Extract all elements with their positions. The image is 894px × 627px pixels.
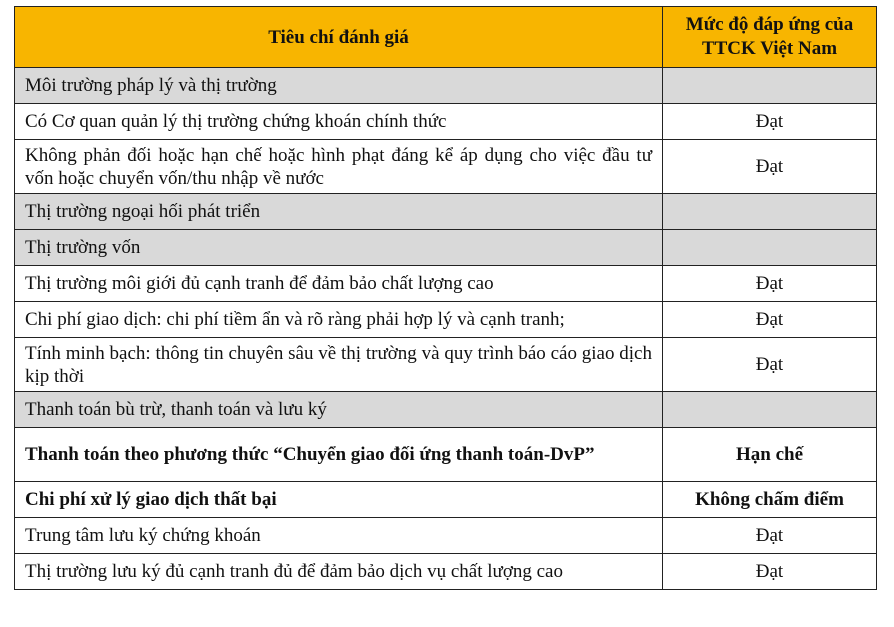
table-row: [15, 140, 877, 194]
section-label: Thị trường ngoại hối phát triển: [15, 194, 663, 230]
table-row-section: [15, 230, 877, 266]
table-row: [15, 554, 877, 590]
header-response-level: Mức độ đáp ứng của TTCK Việt Nam: [663, 7, 877, 68]
value-cell: Đạt: [663, 104, 877, 140]
header-criteria: Tiêu chí đánh giá: [15, 7, 663, 68]
section-value-cell: [663, 392, 877, 428]
value-cell: Hạn chế: [663, 428, 877, 482]
table-row: [15, 428, 877, 482]
criteria-cell: Có Cơ quan quản lý thị trường chứng khoán chính thức: [15, 104, 663, 140]
section-value-cell: [663, 68, 877, 104]
criteria-cell: Thị trường môi giới đủ cạnh tranh để đảm bảo chất lượng cao: [15, 266, 663, 302]
value-cell: Đạt: [663, 338, 877, 392]
table-row: [15, 482, 877, 518]
section-value-cell: [663, 194, 877, 230]
table-row: [15, 518, 877, 554]
criteria-cell: Không phản đối hoặc hạn chế hoặc hình phạt đáng kể áp dụng cho việc đầu tư vốn hoặc chuyển vốn/thu nhập về nước: [15, 140, 663, 194]
value-cell: Đạt: [663, 554, 877, 590]
table-header-row: [15, 7, 877, 68]
value-cell: Đạt: [663, 518, 877, 554]
table-row-section: [15, 68, 877, 104]
section-label: Thanh toán bù trừ, thanh toán và lưu ký: [15, 392, 663, 428]
table-row: [15, 302, 877, 338]
table-row: [15, 338, 877, 392]
value-cell: Không chấm điểm: [663, 482, 877, 518]
value-cell: Đạt: [663, 266, 877, 302]
criteria-cell: Tính minh bạch: thông tin chuyên sâu về thị trường và quy trình báo cáo giao dịch kịp thời: [15, 338, 663, 392]
section-label: Môi trường pháp lý và thị trường: [15, 68, 663, 104]
criteria-cell: Thị trường lưu ký đủ cạnh tranh đủ để đảm bảo dịch vụ chất lượng cao: [15, 554, 663, 590]
criteria-cell: Chi phí giao dịch: chi phí tiềm ẩn và rõ ràng phải hợp lý và cạnh tranh;: [15, 302, 663, 338]
table-row: [15, 266, 877, 302]
table-row: [15, 104, 877, 140]
criteria-cell: Trung tâm lưu ký chứng khoán: [15, 518, 663, 554]
value-cell: Đạt: [663, 302, 877, 338]
criteria-cell: Thanh toán theo phương thức “Chuyển giao đối ứng thanh toán-DvP”: [15, 428, 663, 482]
table-row-section: [15, 392, 877, 428]
value-cell: Đạt: [663, 140, 877, 194]
market-criteria-table: [14, 6, 877, 590]
section-label: Thị trường vốn: [15, 230, 663, 266]
criteria-table-frame: [14, 6, 876, 618]
table-row-section: [15, 194, 877, 230]
section-value-cell: [663, 230, 877, 266]
criteria-cell: Chi phí xử lý giao dịch thất bại: [15, 482, 663, 518]
